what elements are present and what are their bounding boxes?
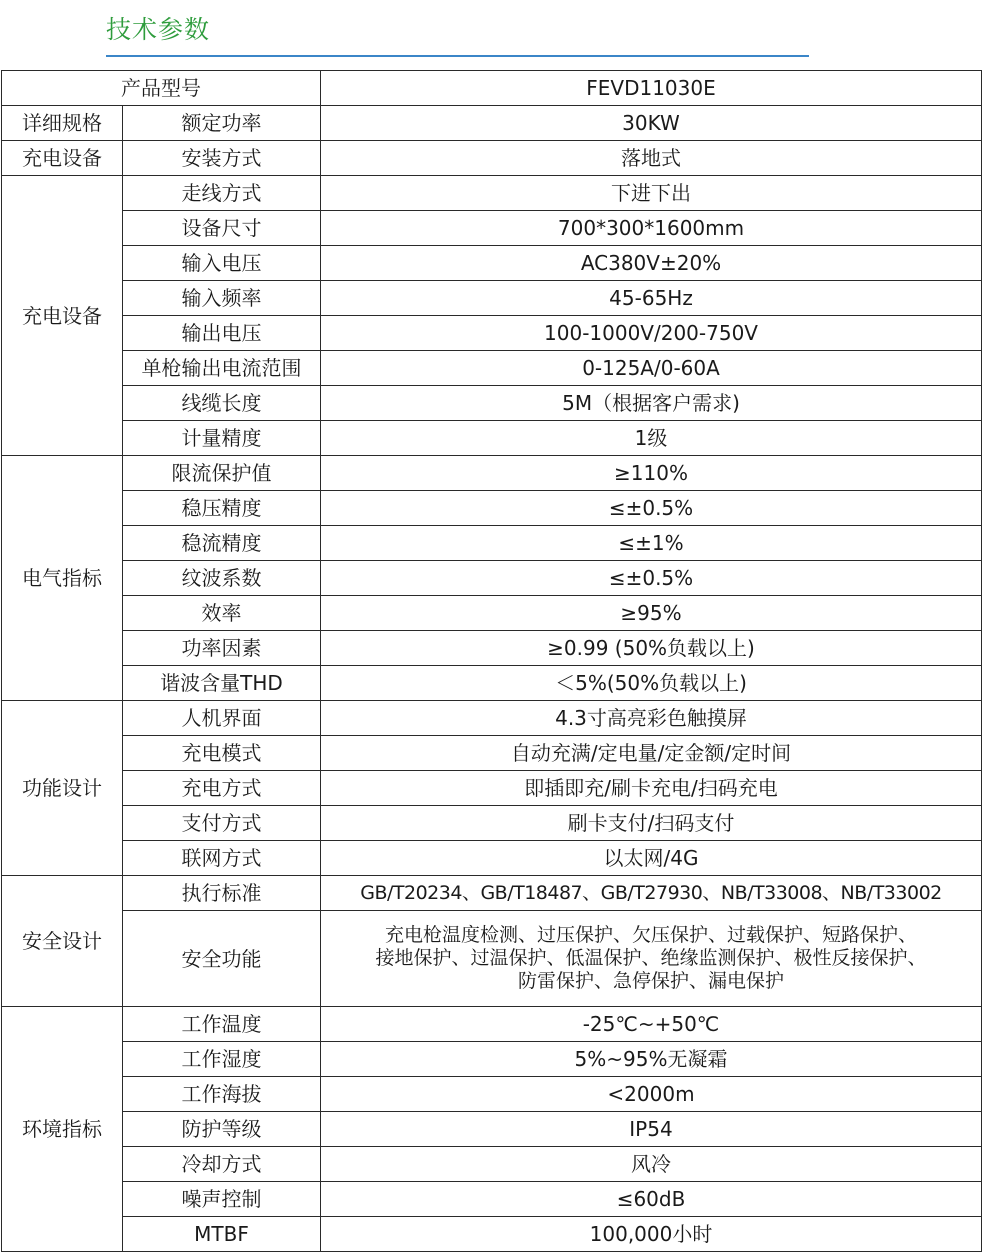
param-value: 落地式 [321,141,982,176]
table-row [2,666,982,701]
table-row [2,526,982,561]
param-name: 安装方式 [123,141,321,176]
param-name: 稳流精度 [123,526,321,561]
table-row [2,1217,982,1252]
param-name: 充电方式 [123,771,321,806]
param-value: ≤60dB [321,1182,982,1217]
table-row [2,701,982,736]
param-value: ≥0.99 (50%负载以上) [321,631,982,666]
param-name: 联网方式 [123,841,321,876]
table-row [2,281,982,316]
table-row [2,1112,982,1147]
title-underline [106,55,809,57]
group-label: 充电设备 [2,141,123,176]
param-name: 工作温度 [123,1007,321,1042]
param-name: 输出电压 [123,316,321,351]
param-value: 700*300*1600mm [321,211,982,246]
param-name: 额定功率 [123,106,321,141]
param-value: 下进下出 [321,176,982,211]
param-name: 支付方式 [123,806,321,841]
param-value: 即插即充/刷卡充电/扫码充电 [321,771,982,806]
param-name: 工作湿度 [123,1042,321,1077]
table-row [2,876,982,911]
param-value: 1级 [321,421,982,456]
param-name: 效率 [123,596,321,631]
param-name: 设备尺寸 [123,211,321,246]
table-row [2,631,982,666]
param-value: 45-65Hz [321,281,982,316]
param-value: -25℃~+50℃ [321,1007,982,1042]
table-row [2,1147,982,1182]
table-row [2,1042,982,1077]
group-label: 充电设备 [2,176,123,456]
group-label: 电气指标 [2,456,123,701]
spec-table [1,70,982,1252]
param-name: 执行标准 [123,876,321,911]
param-value: <2000m [321,1077,982,1112]
table-row [2,491,982,526]
param-value-line: 防雷保护、急停保护、漏电保护 [517,969,784,992]
param-value: ＜5%(50%负载以上) [321,666,982,701]
param-value: 5M（根据客户需求) [321,386,982,421]
table-row [2,1182,982,1217]
param-name: 安全功能 [123,911,321,1007]
group-label: 详细规格 [2,106,123,141]
table-row [2,106,982,141]
param-name: 冷却方式 [123,1147,321,1182]
param-name: 功率因素 [123,631,321,666]
param-name: 工作海拔 [123,1077,321,1112]
param-name: 纹波系数 [123,561,321,596]
table-row-model [2,71,982,106]
table-row [2,911,982,1007]
table-row [2,596,982,631]
param-name: 谐波含量THD [123,666,321,701]
param-value: 以太网/4G [321,841,982,876]
table-row [2,176,982,211]
param-name: 噪声控制 [123,1182,321,1217]
param-value: ≤±0.5% [321,561,982,596]
table-row [2,386,982,421]
group-label: 安全设计 [2,876,123,1007]
param-value-line: 充电枪温度检测、过压保护、欠压保护、过载保护、短路保护、 [384,924,917,947]
table-row [2,841,982,876]
model-label: 产品型号 [2,71,321,106]
table-row [2,316,982,351]
param-name: 计量精度 [123,421,321,456]
param-name: 稳压精度 [123,491,321,526]
table-row [2,561,982,596]
table-row [2,1007,982,1042]
param-name: 人机界面 [123,701,321,736]
param-value: AC380V±20% [321,246,982,281]
table-row [2,736,982,771]
table-row [2,141,982,176]
table-row [2,771,982,806]
group-label: 功能设计 [2,701,123,876]
param-value: ≤±0.5% [321,491,982,526]
param-value: 100-1000V/200-750V [321,316,982,351]
param-value: 风冷 [321,1147,982,1182]
param-name: 充电模式 [123,736,321,771]
param-value: 30KW [321,106,982,141]
param-name: 线缆长度 [123,386,321,421]
param-value-line: 接地保护、过温保护、低温保护、绝缘监测保护、极性反接保护、 [375,947,927,970]
param-value: ≥95% [321,596,982,631]
param-name: 限流保护值 [123,456,321,491]
param-name: 防护等级 [123,1112,321,1147]
spec-table-body [2,71,982,1252]
param-value: 刷卡支付/扫码支付 [321,806,982,841]
param-value: 0-125A/0-60A [321,351,982,386]
param-value: ≤±1% [321,526,982,561]
model-value: FEVD11030E [321,71,982,106]
group-label: 环境指标 [2,1007,123,1252]
table-row [2,246,982,281]
param-value: ≥110% [321,456,982,491]
param-value: 100,000小时 [321,1217,982,1252]
table-row [2,456,982,491]
param-value: 自动充满/定电量/定金额/定时间 [321,736,982,771]
param-value: IP54 [321,1112,982,1147]
param-name: 单枪输出电流范围 [123,351,321,386]
page-title: 技术参数 [106,15,211,44]
param-value: GB/T20234、GB/T18487、GB/T27930、NB/T33008、NB/T33002 [321,876,982,911]
param-name: MTBF [123,1217,321,1252]
table-row [2,421,982,456]
param-value: 4.3寸高亮彩色触摸屏 [321,701,982,736]
param-value: 5%~95%无凝霜 [321,1042,982,1077]
param-name: 输入频率 [123,281,321,316]
table-row [2,211,982,246]
table-row [2,806,982,841]
table-row [2,351,982,386]
table-row [2,1077,982,1112]
param-name: 走线方式 [123,176,321,211]
param-value-multiline [321,911,982,1007]
param-name: 输入电压 [123,246,321,281]
